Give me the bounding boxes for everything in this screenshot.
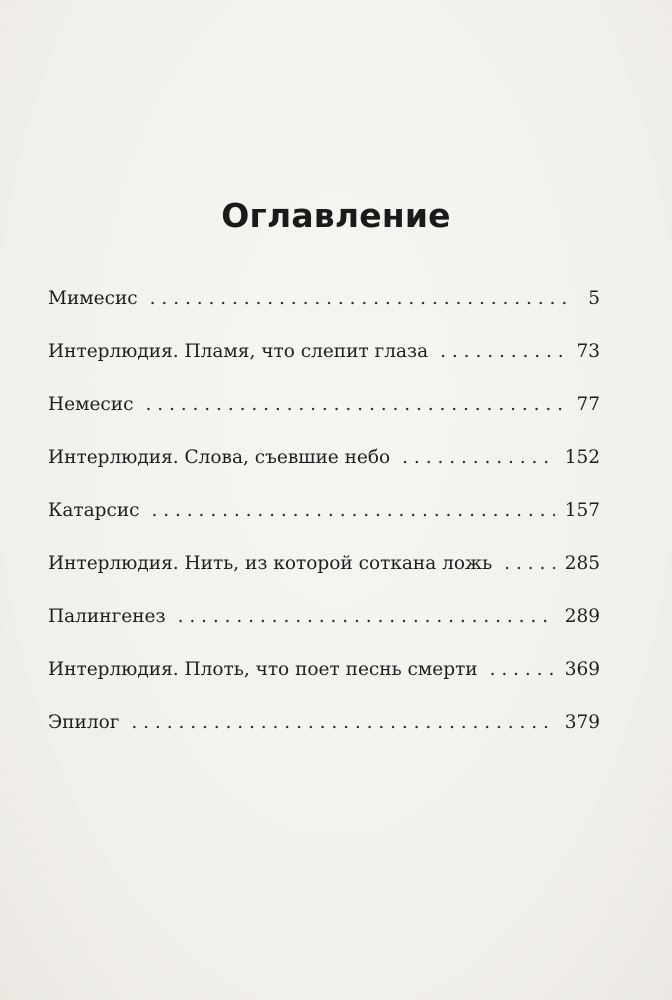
toc-entry-title: Интерлюдия. Плоть, что поет песнь смерти: [48, 659, 478, 680]
toc-heading: Оглавление: [221, 196, 451, 235]
dot-leader: [152, 495, 555, 527]
toc-entry-title: Интерлюдия. Пламя, что слепит глаза: [48, 341, 429, 362]
dot-leader: [150, 283, 570, 315]
toc-entry-title: Интерлюдия. Слова, съевшие небо: [48, 447, 391, 468]
toc-entry-page: 379: [564, 712, 600, 733]
dot-leader: [490, 654, 555, 686]
toc-entry-title: Палингенез: [48, 606, 166, 627]
table-of-contents: [48, 283, 600, 760]
dot-leader: [440, 336, 566, 368]
toc-entry-interlude-1: [48, 336, 600, 389]
toc-entry-interlude-4: [48, 654, 600, 707]
toc-entry-page: 77: [576, 394, 600, 415]
toc-entry-page: 289: [564, 606, 600, 627]
toc-entry-title: Мимесис: [48, 288, 138, 309]
toc-entry-page: 73: [576, 341, 600, 362]
dot-leader: [504, 548, 555, 580]
dot-leader: [145, 389, 566, 421]
toc-entry-title: Катарсис: [48, 500, 140, 521]
toc-entry-interlude-3: [48, 548, 600, 601]
toc-entry-interlude-2: [48, 442, 600, 495]
toc-entry-title: Интерлюдия. Нить, из которой соткана ложь: [48, 553, 493, 574]
toc-entry-page: 285: [564, 553, 600, 574]
toc-entry-page: 157: [564, 500, 600, 521]
toc-entry-palingenesis: [48, 601, 600, 654]
toc-entry-page: 369: [564, 659, 600, 680]
toc-entry-title: Немесис: [48, 394, 134, 415]
toc-entry-page: 5: [588, 288, 600, 309]
dot-leader: [178, 601, 555, 633]
toc-entry-mimesis: [48, 283, 600, 336]
toc-entry-epilogue: [48, 707, 600, 760]
toc-entry-catharsis: [48, 495, 600, 548]
toc-entry-title: Эпилог: [48, 712, 120, 733]
toc-entry-nemesis: [48, 389, 600, 442]
toc-entry-page: 152: [564, 447, 600, 468]
dot-leader: [131, 707, 554, 739]
dot-leader: [402, 442, 555, 474]
